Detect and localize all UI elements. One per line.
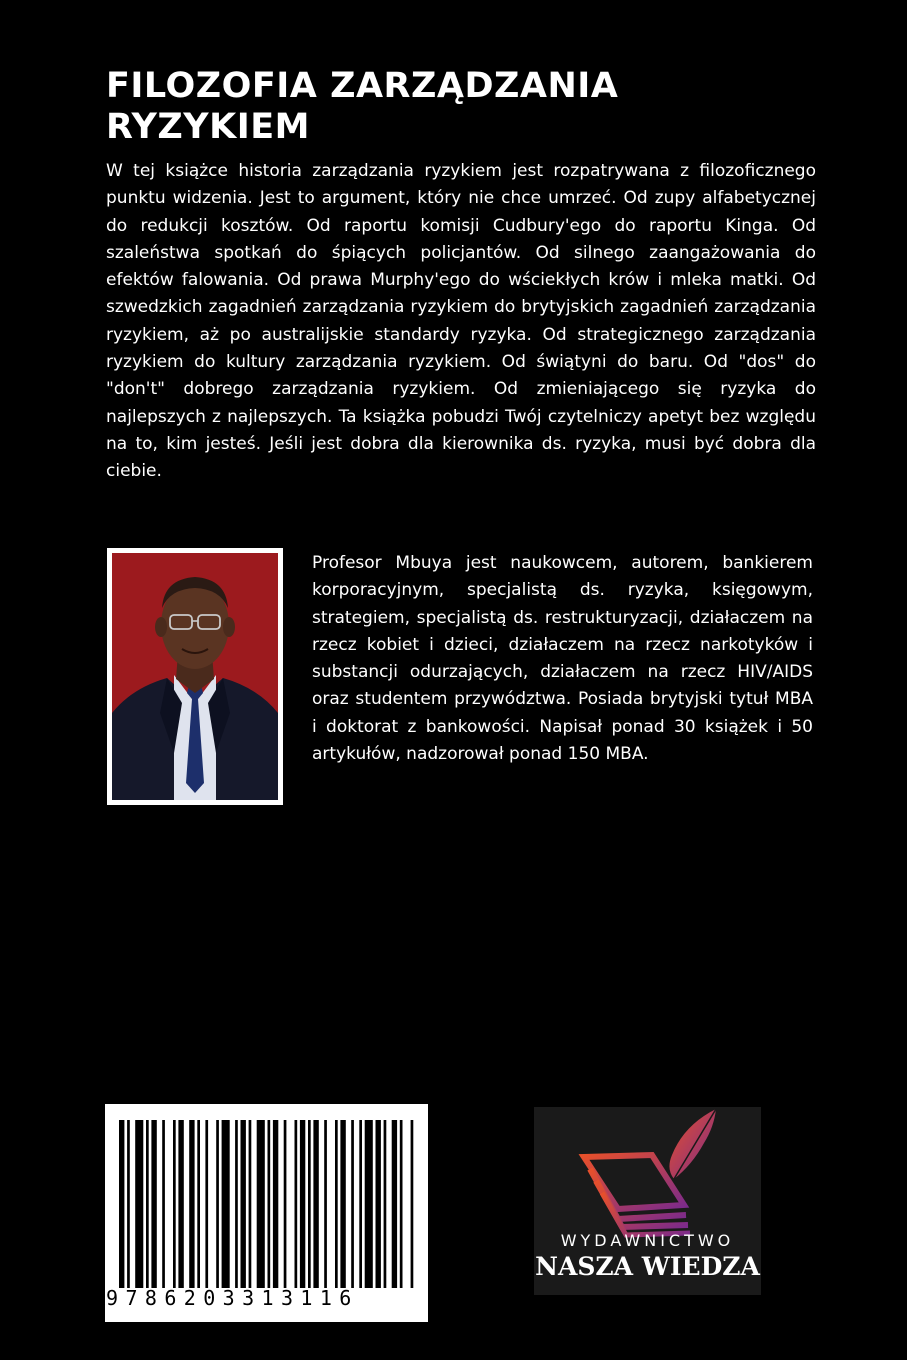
barcode-bar xyxy=(205,1120,208,1288)
isbn-barcode xyxy=(105,1104,428,1322)
barcode-bar xyxy=(340,1120,345,1288)
barcode-bar xyxy=(295,1120,298,1288)
barcode-bar xyxy=(119,1120,124,1288)
barcode-bar xyxy=(400,1120,403,1288)
barcode-bar xyxy=(300,1120,305,1288)
barcode-bar xyxy=(365,1120,373,1288)
barcode-bar xyxy=(411,1120,414,1288)
barcode-bar xyxy=(173,1120,176,1288)
barcode-bar xyxy=(222,1120,230,1288)
barcode-bar xyxy=(284,1120,287,1288)
barcode-bar xyxy=(127,1120,130,1288)
barcode-bar xyxy=(273,1120,278,1288)
author-photo xyxy=(107,548,283,805)
publisher-name-line2: NASZA WIEDZA xyxy=(535,1252,760,1281)
barcode-bar xyxy=(392,1120,397,1288)
barcode-bar xyxy=(359,1120,362,1288)
barcode-bar xyxy=(162,1120,165,1288)
book-title: FILOZOFIA ZARZĄDZANIA RYZYKIEM xyxy=(106,66,619,147)
isbn-number: 9786203313116 xyxy=(106,1286,359,1310)
author-portrait-image xyxy=(112,553,278,800)
barcode-bar xyxy=(308,1120,311,1288)
barcode-bar xyxy=(257,1120,265,1288)
barcode-bar xyxy=(324,1120,327,1288)
publisher-name-line1: WYDAWNICTWO xyxy=(560,1231,735,1250)
barcode-bar xyxy=(249,1120,252,1288)
barcode-bar xyxy=(197,1120,200,1288)
barcode-bar xyxy=(313,1120,318,1288)
barcode-bar xyxy=(376,1120,381,1288)
author-bio: Profesor Mbuya jest naukowcem, autorem, bankierem korporacyjnym, specjalistą ds. ryzyka, księgowym, strategiem, specjalistą ds. restrukturyzacji, działaczem na rzecz kobiet i dzieci, działaczem na rzecz narkotyków i substancji odurzających, działaczem na rzecz HIV/AIDS oraz studentem przywództwa. Posiada brytyjski tytuł MBA i doktorat z bankowości. Napisał ponad 30 książek i 50 artykułów, nadzorował ponad 150 MBA. xyxy=(312,553,813,765)
barcode-bar xyxy=(335,1120,338,1288)
barcode-bar xyxy=(216,1120,219,1288)
barcode-bar xyxy=(351,1120,354,1288)
barcode-bar xyxy=(241,1120,246,1288)
barcode-bar xyxy=(268,1120,271,1288)
barcode-bar xyxy=(384,1120,387,1288)
book-description: W tej książce historia zarządzania ryzykiem jest rozpatrywana z filozoficznego punktu widzenia. Jest to argument, który nie chce umrzeć. Od zupy alfabetycznej do redukcji kosztów. Od raportu komisji Cudbury'ego do raportu Kinga. Od szaleństwa spotkań do śpiących policjantów. Od silnego zaangażowania do efektów falowania. Od prawa Murphy'ego do wściekłych krów i mleka matki. Od szwedzkich zagadnień zarządzania ryzykiem do brytyjskich zagadnień zarządzania ryzykiem, aż po australijskie standardy ryzyka. Od strategicznego zarządzania ryzykiem do kultury zarządzania ryzykiem. Od świątyni do baru. Od "dos" do "don't" dobrego zarządzania ryzykiem. Od zmieniającego się ryzyka do najlepszych z najlepszych. Ta książka pobudzi Twój czytelniczy apetyt bez względu na to, kim jesteś. Jeśli jest dobra dla kierownika ds. ryzyka, musi być dobra dla ciebie. xyxy=(106,161,816,482)
barcode-bar xyxy=(135,1120,143,1288)
barcode-bar xyxy=(146,1120,149,1288)
barcode-bar xyxy=(178,1120,183,1288)
publisher-logo xyxy=(534,1107,761,1295)
barcode-bar xyxy=(189,1120,194,1288)
barcode-bar xyxy=(151,1120,156,1288)
barcode-bar xyxy=(235,1120,238,1288)
